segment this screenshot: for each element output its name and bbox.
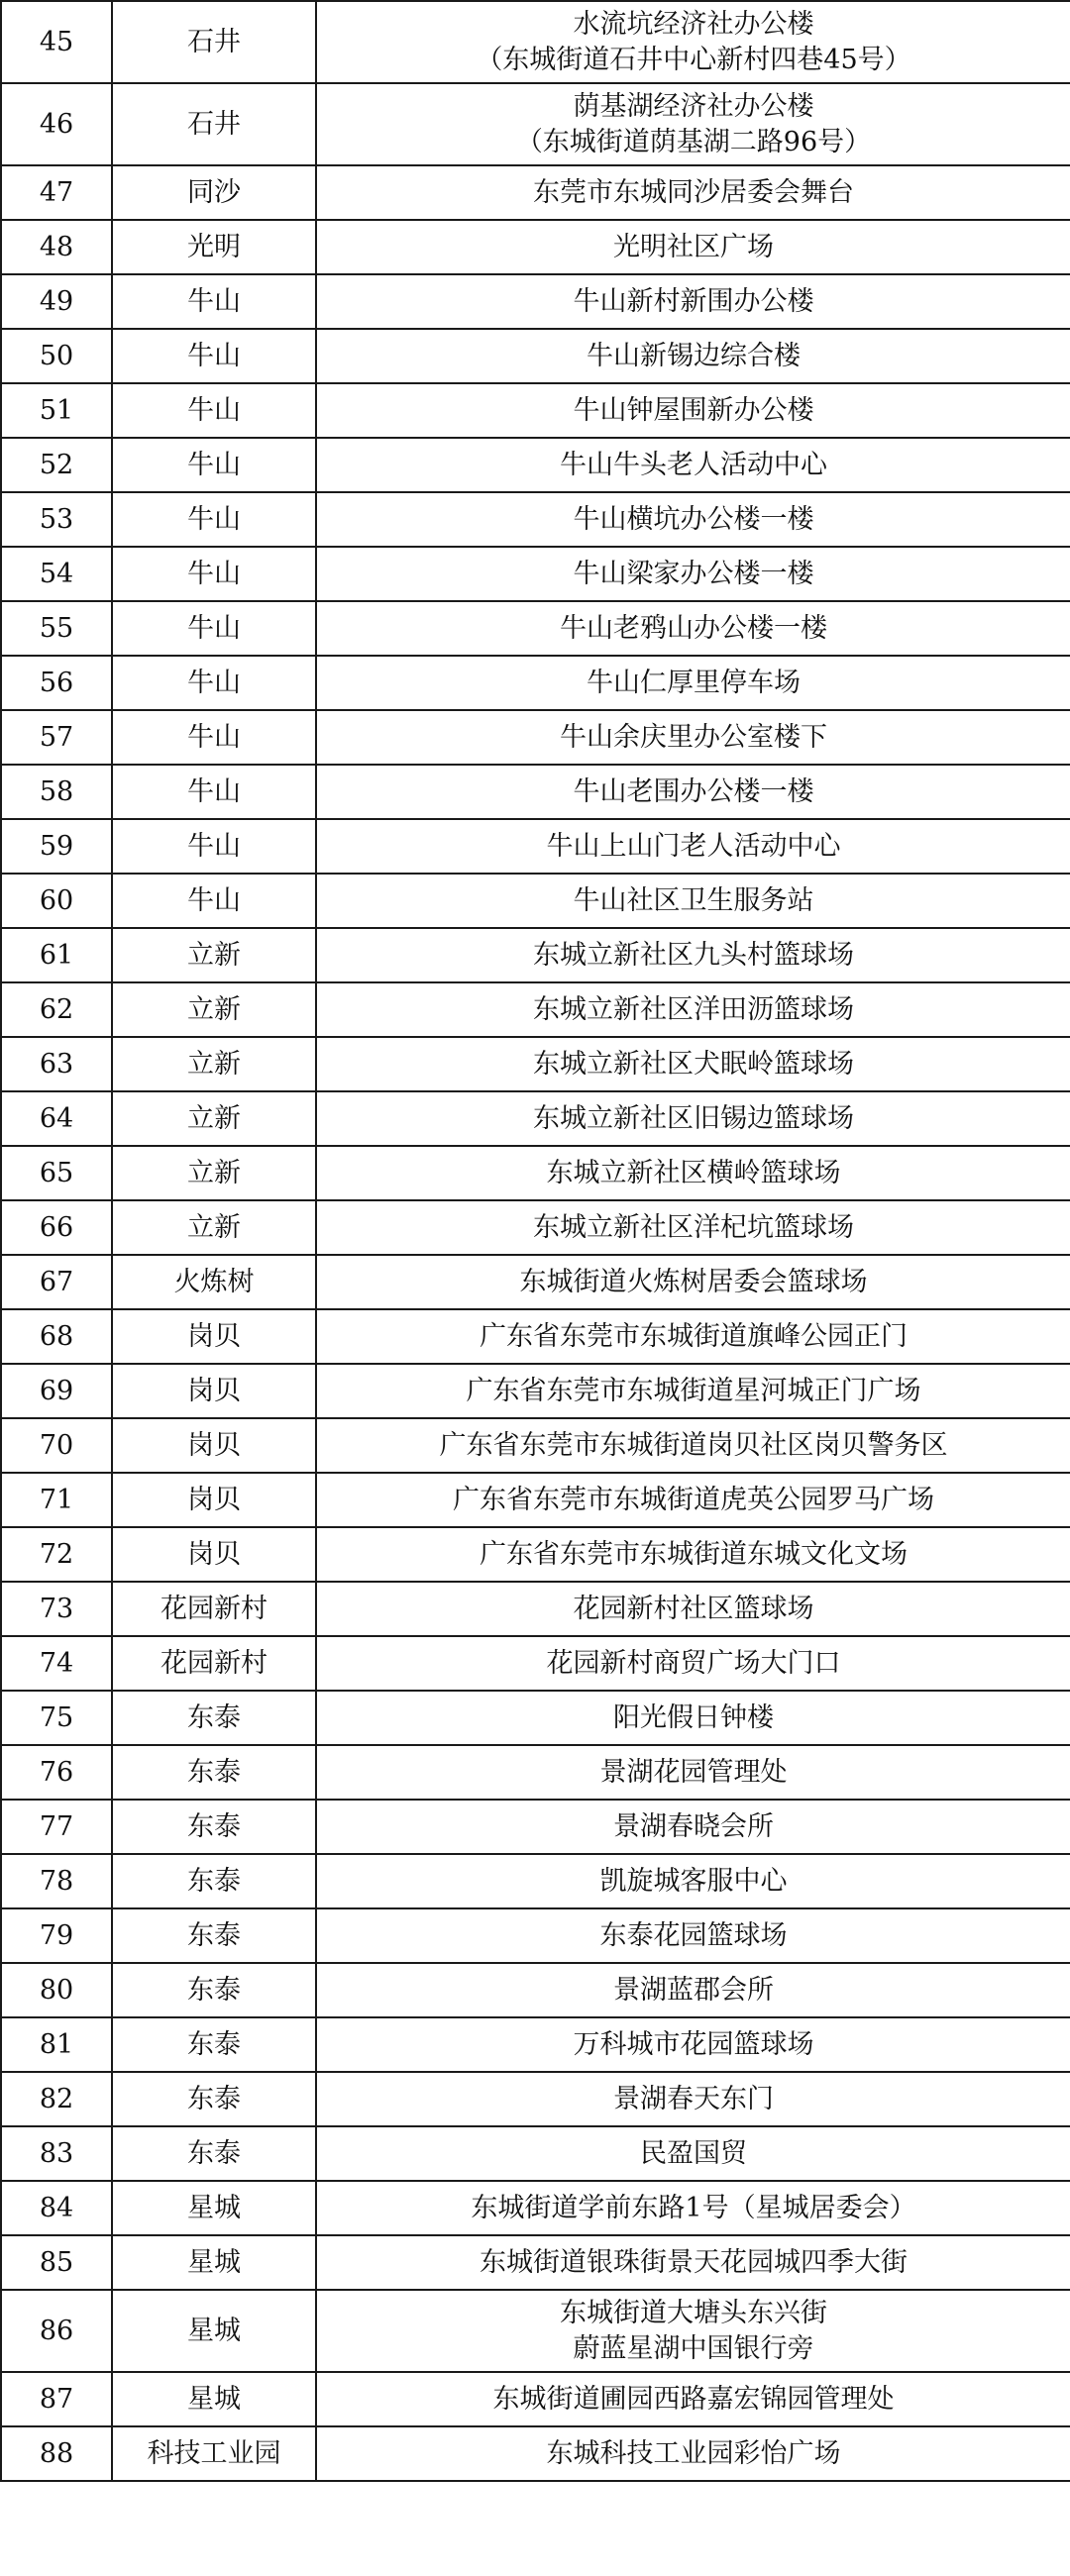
community-cell: 岗贝: [112, 1309, 316, 1364]
row-number-cell: 65: [1, 1146, 112, 1200]
location-line: 东城科技工业园彩怡广场: [546, 2437, 841, 2469]
community-cell: 花园新村: [112, 1636, 316, 1691]
community-cell: 科技工业园: [112, 2426, 316, 2481]
community-cell: 岗贝: [112, 1418, 316, 1473]
location-cell: [316, 547, 1070, 601]
location-cell: [316, 1309, 1070, 1364]
location-cell: [316, 1418, 1070, 1473]
row-number-cell: 66: [1, 1200, 112, 1255]
location-cell: [316, 383, 1070, 438]
location-cell: [316, 1691, 1070, 1745]
table-row: [1, 220, 1070, 274]
location-line: 东城街道大塘头东兴街: [560, 2297, 827, 2328]
table-row: [1, 1963, 1070, 2017]
location-cell: [316, 1636, 1070, 1691]
table-row: [1, 1691, 1070, 1745]
location-cell: [316, 2126, 1070, 2181]
location-line: 牛山横坑办公楼一楼: [573, 503, 814, 535]
table-row: [1, 274, 1070, 329]
row-number-cell: 81: [1, 2017, 112, 2072]
location-line: 牛山新村新围办公楼: [573, 285, 814, 317]
table-row: [1, 165, 1070, 220]
location-cell: [316, 1582, 1070, 1636]
table-row: [1, 1418, 1070, 1473]
table-row: [1, 765, 1070, 819]
location-line: 水流坑经济社办公楼: [573, 8, 814, 40]
community-cell: 东泰: [112, 1854, 316, 1908]
table-row: [1, 329, 1070, 383]
location-line: 广东省东莞市东城街道虎英公园罗马广场: [453, 1484, 934, 1515]
community-cell: 牛山: [112, 656, 316, 710]
table-row: [1, 2072, 1070, 2126]
location-line: 东城街道银珠街景天花园城四季大街: [480, 2246, 908, 2278]
row-number-cell: 55: [1, 601, 112, 656]
location-cell: [316, 492, 1070, 547]
row-number-cell: 72: [1, 1527, 112, 1582]
community-cell: 东泰: [112, 2126, 316, 2181]
location-line: 东城立新社区旧锡边篮球场: [533, 1102, 854, 1134]
location-cell: [316, 982, 1070, 1037]
row-number-cell: 62: [1, 982, 112, 1037]
location-cell: [316, 329, 1070, 383]
community-cell: 石井: [112, 1, 316, 83]
row-number-cell: 56: [1, 656, 112, 710]
row-number-cell: 45: [1, 1, 112, 83]
location-line: 广东省东莞市东城街道东城文化文场: [480, 1538, 908, 1570]
community-cell: 立新: [112, 982, 316, 1037]
location-line: 东城立新社区洋杞坑篮球场: [533, 1211, 854, 1243]
location-cell: [316, 710, 1070, 765]
table-row: [1, 547, 1070, 601]
location-line: 牛山梁家办公楼一楼: [573, 558, 814, 589]
location-cell: [316, 2426, 1070, 2481]
location-line: 东莞市东城同沙居委会舞台: [533, 176, 854, 208]
row-number-cell: 51: [1, 383, 112, 438]
location-cell: [316, 1364, 1070, 1418]
location-cell: [316, 2235, 1070, 2290]
row-number-cell: 48: [1, 220, 112, 274]
location-cell: [316, 438, 1070, 492]
row-number-cell: 47: [1, 165, 112, 220]
row-number-cell: 46: [1, 83, 112, 165]
table-row: [1, 1309, 1070, 1364]
table-row: [1, 874, 1070, 928]
location-line: 荫基湖经济社办公楼: [573, 90, 814, 122]
community-cell: 牛山: [112, 547, 316, 601]
table-row: [1, 2235, 1070, 2290]
row-number-cell: 63: [1, 1037, 112, 1091]
community-cell: 牛山: [112, 329, 316, 383]
row-number-cell: 82: [1, 2072, 112, 2126]
table-row: [1, 383, 1070, 438]
location-cell: [316, 819, 1070, 874]
community-cell: 东泰: [112, 1691, 316, 1745]
row-number-cell: 70: [1, 1418, 112, 1473]
community-cell: 牛山: [112, 601, 316, 656]
row-number-cell: 69: [1, 1364, 112, 1418]
location-line: 民盈国贸: [640, 2137, 747, 2169]
location-line: 花园新村商贸广场大门口: [546, 1647, 841, 1679]
row-number-cell: 68: [1, 1309, 112, 1364]
table-row: [1, 1745, 1070, 1800]
location-line: 牛山余庆里办公室楼下: [560, 721, 827, 753]
location-cell: [316, 1091, 1070, 1146]
community-cell: 牛山: [112, 492, 316, 547]
location-cell: [316, 2017, 1070, 2072]
location-line: 广东省东莞市东城街道旗峰公园正门: [480, 1320, 908, 1352]
table-row: [1, 1146, 1070, 1200]
community-cell: 岗贝: [112, 1527, 316, 1582]
row-number-cell: 60: [1, 874, 112, 928]
community-cell: 东泰: [112, 1800, 316, 1854]
location-line: 广东省东莞市东城街道岗贝社区岗贝警务区: [439, 1429, 948, 1461]
community-cell: 星城: [112, 2235, 316, 2290]
community-cell: 岗贝: [112, 1364, 316, 1418]
table-row: [1, 2017, 1070, 2072]
location-cell: [316, 1908, 1070, 1963]
row-number-cell: 78: [1, 1854, 112, 1908]
location-line: 花园新村社区篮球场: [573, 1593, 814, 1624]
row-number-cell: 83: [1, 2126, 112, 2181]
location-cell: [316, 2290, 1070, 2372]
community-cell: 立新: [112, 1146, 316, 1200]
table-row: [1, 2181, 1070, 2235]
location-line: 东城街道学前东路1号（星城居委会）: [471, 2192, 916, 2223]
row-number-cell: 57: [1, 710, 112, 765]
location-line: 光明社区广场: [613, 231, 774, 262]
row-number-cell: 79: [1, 1908, 112, 1963]
row-number-cell: 61: [1, 928, 112, 982]
community-cell: 星城: [112, 2181, 316, 2235]
location-cell: [316, 874, 1070, 928]
community-cell: 东泰: [112, 2072, 316, 2126]
community-cell: 星城: [112, 2290, 316, 2372]
table-row: [1, 656, 1070, 710]
location-cell: [316, 1037, 1070, 1091]
community-cell: 东泰: [112, 1963, 316, 2017]
location-cell: [316, 601, 1070, 656]
community-cell: 立新: [112, 1200, 316, 1255]
location-line: 蔚蓝星湖中国银行旁: [573, 2332, 814, 2364]
table-row: [1, 928, 1070, 982]
location-cell: [316, 1854, 1070, 1908]
location-line: 牛山仁厚里停车场: [587, 667, 801, 698]
table-row: [1, 83, 1070, 165]
location-line: 牛山牛头老人活动中心: [560, 449, 827, 480]
location-cell: [316, 765, 1070, 819]
row-number-cell: 88: [1, 2426, 112, 2481]
community-cell: 牛山: [112, 765, 316, 819]
row-number-cell: 67: [1, 1255, 112, 1309]
row-number-cell: 71: [1, 1473, 112, 1527]
table-row: [1, 492, 1070, 547]
location-cell: [316, 1527, 1070, 1582]
row-number-cell: 84: [1, 2181, 112, 2235]
community-cell: 立新: [112, 928, 316, 982]
location-line: 牛山老围办公楼一楼: [573, 775, 814, 807]
table-row: [1, 1091, 1070, 1146]
community-cell: 立新: [112, 1091, 316, 1146]
location-line: （东城街道石井中心新村四巷45号）: [476, 44, 911, 75]
table-row: [1, 2426, 1070, 2481]
community-cell: 牛山: [112, 874, 316, 928]
community-cell: 牛山: [112, 819, 316, 874]
community-cell: 东泰: [112, 2017, 316, 2072]
location-cell: [316, 1255, 1070, 1309]
table-row: [1, 2290, 1070, 2372]
table-row: [1, 1473, 1070, 1527]
community-cell: 东泰: [112, 1908, 316, 1963]
table-row: [1, 438, 1070, 492]
table-row: [1, 1636, 1070, 1691]
row-number-cell: 76: [1, 1745, 112, 1800]
location-line: 牛山新锡边综合楼: [587, 340, 801, 371]
table-row: [1, 1527, 1070, 1582]
location-line: 景湖春天东门: [613, 2083, 774, 2114]
location-cell: [316, 83, 1070, 165]
location-line: 凯旋城客服中心: [599, 1865, 788, 1897]
table-row: [1, 1800, 1070, 1854]
table-row: [1, 1582, 1070, 1636]
location-cell: [316, 165, 1070, 220]
location-line: 东城立新社区洋田沥篮球场: [533, 993, 854, 1025]
community-cell: 东泰: [112, 1745, 316, 1800]
location-line: 东城街道圃园西路嘉宏锦园管理处: [492, 2383, 895, 2415]
community-cell: 牛山: [112, 710, 316, 765]
location-line: 东城街道火炼树居委会篮球场: [519, 1266, 868, 1297]
row-number-cell: 54: [1, 547, 112, 601]
table-row: [1, 2372, 1070, 2426]
location-line: 牛山钟屋围新办公楼: [573, 394, 814, 426]
table-row: [1, 2126, 1070, 2181]
location-cell: [316, 274, 1070, 329]
location-line: 东城立新社区横岭篮球场: [546, 1157, 841, 1188]
row-number-cell: 64: [1, 1091, 112, 1146]
location-cell: [316, 928, 1070, 982]
location-line: 东城立新社区九头村篮球场: [533, 939, 854, 971]
location-line: 牛山上山门老人活动中心: [546, 830, 841, 862]
location-cell: [316, 1, 1070, 83]
row-number-cell: 49: [1, 274, 112, 329]
location-line: （东城街道荫基湖二路96号）: [515, 126, 872, 157]
location-cell: [316, 2181, 1070, 2235]
location-line: 万科城市花园篮球场: [573, 2028, 814, 2060]
row-number-cell: 73: [1, 1582, 112, 1636]
location-line: 牛山社区卫生服务站: [573, 884, 814, 916]
table-row: [1, 982, 1070, 1037]
community-cell: 牛山: [112, 383, 316, 438]
location-cell: [316, 2072, 1070, 2126]
location-line: 广东省东莞市东城街道星河城正门广场: [466, 1375, 921, 1406]
community-cell: 同沙: [112, 165, 316, 220]
community-cell: 立新: [112, 1037, 316, 1091]
community-cell: 牛山: [112, 438, 316, 492]
row-number-cell: 80: [1, 1963, 112, 2017]
location-line: 景湖蓝郡会所: [613, 1974, 774, 2006]
location-line: 东城立新社区犬眠岭篮球场: [533, 1048, 854, 1080]
location-line: 牛山老鸦山办公楼一楼: [560, 612, 827, 644]
row-number-cell: 58: [1, 765, 112, 819]
row-number-cell: 87: [1, 2372, 112, 2426]
location-cell: [316, 1146, 1070, 1200]
community-cell: 石井: [112, 83, 316, 165]
table-row: [1, 1037, 1070, 1091]
row-number-cell: 74: [1, 1636, 112, 1691]
location-cell: [316, 2372, 1070, 2426]
row-number-cell: 86: [1, 2290, 112, 2372]
table-row: [1, 1908, 1070, 1963]
table-row: [1, 1255, 1070, 1309]
row-number-cell: 52: [1, 438, 112, 492]
table-row: [1, 601, 1070, 656]
community-cell: 火炼树: [112, 1255, 316, 1309]
row-number-cell: 75: [1, 1691, 112, 1745]
location-cell: [316, 1473, 1070, 1527]
row-number-cell: 77: [1, 1800, 112, 1854]
location-line: 景湖花园管理处: [599, 1756, 788, 1788]
location-line: 景湖春晓会所: [613, 1810, 774, 1842]
location-cell: [316, 1800, 1070, 1854]
community-cell: 光明: [112, 220, 316, 274]
table-row: [1, 819, 1070, 874]
row-number-cell: 50: [1, 329, 112, 383]
table-row: [1, 1200, 1070, 1255]
row-number-cell: 53: [1, 492, 112, 547]
table-row: [1, 710, 1070, 765]
location-line: 阳光假日钟楼: [613, 1701, 774, 1733]
community-cell: 花园新村: [112, 1582, 316, 1636]
community-cell: 岗贝: [112, 1473, 316, 1527]
community-cell: 牛山: [112, 274, 316, 329]
community-cell: 星城: [112, 2372, 316, 2426]
location-cell: [316, 656, 1070, 710]
location-cell: [316, 220, 1070, 274]
row-number-cell: 85: [1, 2235, 112, 2290]
table-row: [1, 1, 1070, 83]
table-row: [1, 1364, 1070, 1418]
row-number-cell: 59: [1, 819, 112, 874]
location-cell: [316, 1200, 1070, 1255]
table-body: [1, 1, 1070, 2481]
location-line: 东泰花园篮球场: [599, 1919, 788, 1951]
location-cell: [316, 1963, 1070, 2017]
location-cell: [316, 1745, 1070, 1800]
table-row: [1, 1854, 1070, 1908]
